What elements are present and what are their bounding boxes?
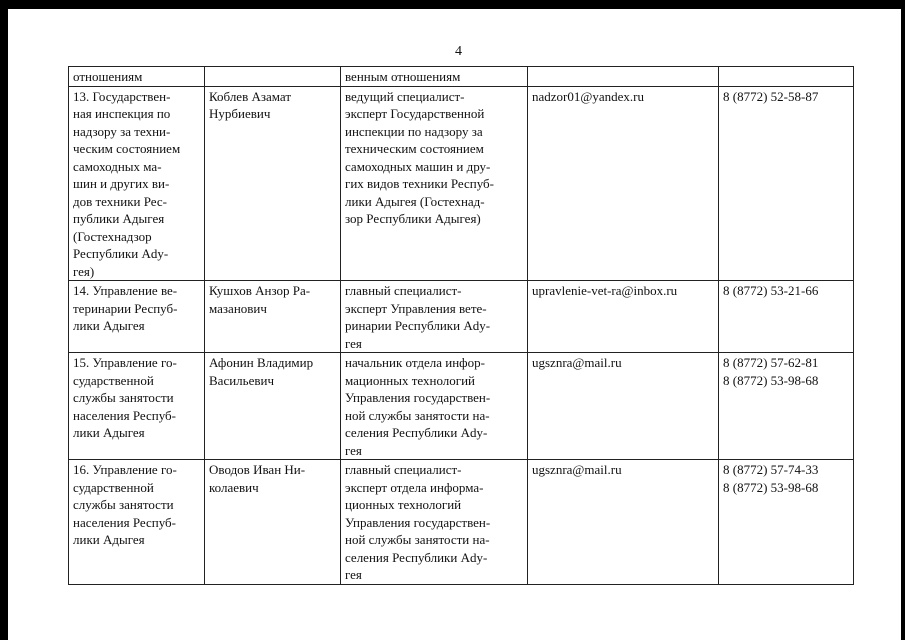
organization-cell: 15. Управление го- сударственной службы занятости населения Респуб- лики Адыгея — [69, 353, 205, 460]
position-cell: главный специалист- эксперт отдела информа- ционных технологий Управления государствен- ной службы занятости на- селения Республики Ady- гея — [341, 460, 528, 585]
name-cell: Коблев Азамат Нурбиевич — [205, 86, 341, 281]
name-cell: Оводов Иван Ни- колаевич — [205, 460, 341, 585]
organization-cell: 16. Управление го- сударственной службы занятости населения Респуб- лики Адыгея — [69, 460, 205, 585]
phone-cell: 8 (8772) 57-74-33 8 (8772) 53-98-68 — [719, 460, 854, 585]
position-cell: главный специалист- эксперт Управления вете- ринарии Республики Ady- гея — [341, 281, 528, 353]
table-row — [69, 353, 854, 460]
email-cell: upravlenie-vet-ra@inbox.ru — [528, 281, 719, 353]
phone-cell — [719, 67, 854, 87]
table-row — [69, 460, 854, 585]
scan-border-top — [0, 0, 905, 9]
name-cell: Кушхов Анзор Ра- мазанович — [205, 281, 341, 353]
email-cell: ugsznra@mail.ru — [528, 460, 719, 585]
email-cell: ugsznra@mail.ru — [528, 353, 719, 460]
contacts-table — [68, 66, 854, 585]
table-row — [69, 281, 854, 353]
organization-cell: 13. Государствен- ная инспекция по надзору за техни- ческим состоянием самоходных ма- шин и других ви- дов техники Рес- публики Адыгея (Гостехнадзор Республики Ady- гея) — [69, 86, 205, 281]
phone-cell: 8 (8772) 52-58-87 — [719, 86, 854, 281]
position-cell: начальник отдела инфор- мационных технологий Управления государствен- ной службы занятости на- селения Республики Ady- гея — [341, 353, 528, 460]
position-cell: венным отношениям — [341, 67, 528, 87]
scan-border-left — [0, 0, 8, 640]
phone-cell: 8 (8772) 53-21-66 — [719, 281, 854, 353]
scan-border-right — [901, 0, 905, 640]
position-cell: ведущий специалист- эксперт Государственной инспекции по надзору за техническим состоянием самоходных машин и дру- гих видов техники Респуб- лики Адыгея (Гостехнад- зор Республики Адыгея) — [341, 86, 528, 281]
page-number: 4 — [455, 44, 462, 59]
email-cell: nadzor01@yandex.ru — [528, 86, 719, 281]
organization-cell: отношениям — [69, 67, 205, 87]
continuation-row — [69, 67, 854, 87]
table-row — [69, 86, 854, 281]
name-cell: Афонин Владимир Васильевич — [205, 353, 341, 460]
organization-cell: 14. Управление ве- теринарии Респуб- лики Адыгея — [69, 281, 205, 353]
name-cell — [205, 67, 341, 87]
phone-cell: 8 (8772) 57-62-81 8 (8772) 53-98-68 — [719, 353, 854, 460]
email-cell — [528, 67, 719, 87]
